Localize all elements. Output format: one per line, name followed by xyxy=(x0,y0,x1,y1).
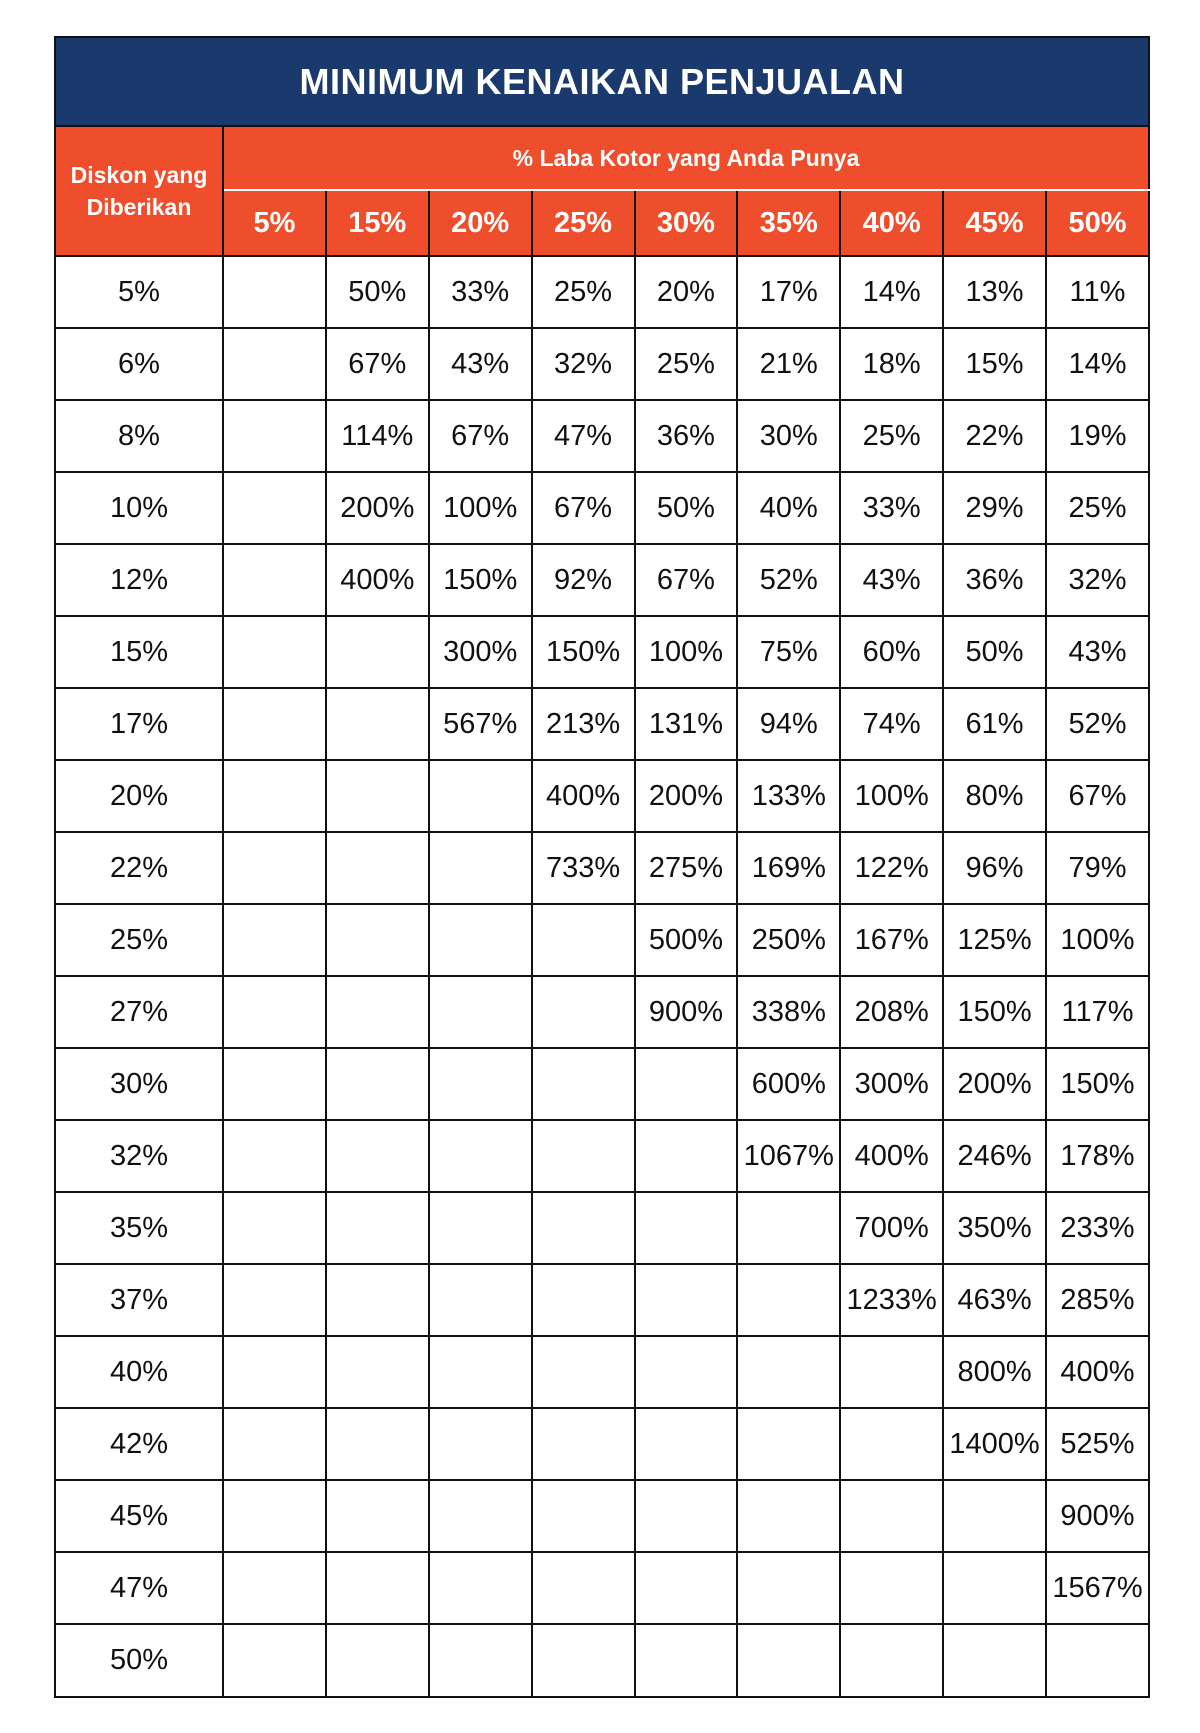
value-cell: 200% xyxy=(943,1048,1046,1120)
value-cell: 13% xyxy=(943,256,1046,328)
value-cell: 1233% xyxy=(840,1264,943,1336)
value-cell: 67% xyxy=(326,328,429,400)
value-cell: 75% xyxy=(737,616,840,688)
value-cell: 67% xyxy=(429,400,532,472)
value-cell xyxy=(737,1624,840,1697)
value-cell: 50% xyxy=(943,616,1046,688)
value-cell: 25% xyxy=(635,328,738,400)
value-cell: 600% xyxy=(737,1048,840,1120)
value-cell xyxy=(326,1552,429,1624)
table-row xyxy=(55,1264,1149,1336)
value-cell: 14% xyxy=(840,256,943,328)
value-cell xyxy=(223,1552,326,1624)
discount-cell: 30% xyxy=(55,1048,223,1120)
discount-cell: 40% xyxy=(55,1336,223,1408)
discount-cell: 5% xyxy=(55,256,223,328)
value-cell xyxy=(326,688,429,760)
value-cell: 32% xyxy=(1046,544,1149,616)
value-cell xyxy=(943,1480,1046,1552)
value-cell: 169% xyxy=(737,832,840,904)
value-cell: 36% xyxy=(943,544,1046,616)
value-cell: 246% xyxy=(943,1120,1046,1192)
value-cell xyxy=(223,1480,326,1552)
value-cell xyxy=(223,1336,326,1408)
value-cell: 96% xyxy=(943,832,1046,904)
header-row-group xyxy=(55,126,1149,190)
value-cell: 79% xyxy=(1046,832,1149,904)
table-row xyxy=(55,400,1149,472)
value-cell xyxy=(840,1408,943,1480)
table-header xyxy=(55,126,1149,256)
value-cell: 60% xyxy=(840,616,943,688)
margin-column-header: 35% xyxy=(737,190,840,256)
discount-cell: 42% xyxy=(55,1408,223,1480)
discount-cell: 25% xyxy=(55,904,223,976)
value-cell xyxy=(429,1480,532,1552)
discount-cell: 22% xyxy=(55,832,223,904)
value-cell: 131% xyxy=(635,688,738,760)
value-cell xyxy=(635,1120,738,1192)
value-cell xyxy=(532,1624,635,1697)
discount-cell: 27% xyxy=(55,976,223,1048)
value-cell: 100% xyxy=(429,472,532,544)
value-cell: 80% xyxy=(943,760,1046,832)
value-cell xyxy=(223,400,326,472)
margin-column-header: 20% xyxy=(429,190,532,256)
value-cell: 733% xyxy=(532,832,635,904)
value-cell: 400% xyxy=(326,544,429,616)
value-cell: 125% xyxy=(943,904,1046,976)
value-cell: 43% xyxy=(429,328,532,400)
value-cell: 67% xyxy=(1046,760,1149,832)
value-cell: 52% xyxy=(737,544,840,616)
gross-margin-group-header: % Laba Kotor yang Anda Punya xyxy=(223,126,1149,190)
value-cell: 15% xyxy=(943,328,1046,400)
value-cell xyxy=(532,1192,635,1264)
value-cell xyxy=(840,1336,943,1408)
discount-column-header: Diskon yang Diberikan xyxy=(55,126,223,256)
value-cell: 500% xyxy=(635,904,738,976)
value-cell: 900% xyxy=(635,976,738,1048)
discount-cell: 12% xyxy=(55,544,223,616)
value-cell xyxy=(326,1336,429,1408)
value-cell: 1067% xyxy=(737,1120,840,1192)
value-cell: 350% xyxy=(943,1192,1046,1264)
value-cell xyxy=(532,904,635,976)
value-cell: 21% xyxy=(737,328,840,400)
value-cell xyxy=(532,1552,635,1624)
value-cell xyxy=(326,904,429,976)
value-cell: 213% xyxy=(532,688,635,760)
value-cell: 20% xyxy=(635,256,738,328)
value-cell xyxy=(326,1624,429,1697)
value-cell xyxy=(223,1192,326,1264)
value-cell: 50% xyxy=(635,472,738,544)
title-bar xyxy=(54,36,1150,125)
value-cell xyxy=(737,1408,840,1480)
value-cell xyxy=(737,1192,840,1264)
value-cell: 463% xyxy=(943,1264,1046,1336)
value-cell: 19% xyxy=(1046,400,1149,472)
value-cell xyxy=(840,1480,943,1552)
value-cell xyxy=(223,616,326,688)
table-row xyxy=(55,904,1149,976)
value-cell: 300% xyxy=(840,1048,943,1120)
value-cell xyxy=(943,1552,1046,1624)
table-row xyxy=(55,616,1149,688)
value-cell xyxy=(326,1048,429,1120)
value-cell xyxy=(429,1552,532,1624)
value-cell xyxy=(326,760,429,832)
value-cell: 150% xyxy=(532,616,635,688)
value-cell xyxy=(223,760,326,832)
table-row xyxy=(55,760,1149,832)
value-cell: 567% xyxy=(429,688,532,760)
table-row xyxy=(55,256,1149,328)
margin-column-header: 5% xyxy=(223,190,326,256)
table-row xyxy=(55,1624,1149,1697)
value-cell: 30% xyxy=(737,400,840,472)
value-cell: 92% xyxy=(532,544,635,616)
discount-cell: 10% xyxy=(55,472,223,544)
value-cell xyxy=(223,688,326,760)
value-cell xyxy=(223,472,326,544)
value-cell xyxy=(635,1336,738,1408)
value-cell: 50% xyxy=(326,256,429,328)
value-cell xyxy=(635,1408,738,1480)
value-cell xyxy=(532,1048,635,1120)
value-cell xyxy=(326,976,429,1048)
value-cell: 117% xyxy=(1046,976,1149,1048)
value-cell: 52% xyxy=(1046,688,1149,760)
value-cell xyxy=(943,1624,1046,1697)
value-cell: 1400% xyxy=(943,1408,1046,1480)
value-cell xyxy=(635,1264,738,1336)
table-row xyxy=(55,472,1149,544)
value-cell: 36% xyxy=(635,400,738,472)
value-cell: 29% xyxy=(943,472,1046,544)
value-cell: 14% xyxy=(1046,328,1149,400)
value-cell xyxy=(429,1120,532,1192)
value-cell xyxy=(532,1264,635,1336)
value-cell: 233% xyxy=(1046,1192,1149,1264)
value-cell: 525% xyxy=(1046,1408,1149,1480)
value-cell: 33% xyxy=(840,472,943,544)
value-cell xyxy=(532,1120,635,1192)
value-cell: 25% xyxy=(1046,472,1149,544)
table-row xyxy=(55,688,1149,760)
discount-cell: 32% xyxy=(55,1120,223,1192)
value-cell xyxy=(635,1480,738,1552)
value-cell: 800% xyxy=(943,1336,1046,1408)
value-cell xyxy=(737,1264,840,1336)
value-cell xyxy=(223,328,326,400)
value-cell xyxy=(532,1408,635,1480)
value-cell xyxy=(429,1408,532,1480)
table-row xyxy=(55,1480,1149,1552)
discount-cell: 47% xyxy=(55,1552,223,1624)
value-cell: 100% xyxy=(635,616,738,688)
table-row xyxy=(55,544,1149,616)
value-cell: 122% xyxy=(840,832,943,904)
table-row xyxy=(55,1048,1149,1120)
value-cell: 300% xyxy=(429,616,532,688)
value-cell: 275% xyxy=(635,832,738,904)
value-cell: 67% xyxy=(635,544,738,616)
value-cell: 74% xyxy=(840,688,943,760)
value-cell: 150% xyxy=(943,976,1046,1048)
margin-column-header: 50% xyxy=(1046,190,1149,256)
value-cell xyxy=(223,256,326,328)
value-cell xyxy=(326,616,429,688)
value-cell: 94% xyxy=(737,688,840,760)
value-cell xyxy=(326,1408,429,1480)
table-row xyxy=(55,976,1149,1048)
value-cell xyxy=(223,544,326,616)
value-cell: 700% xyxy=(840,1192,943,1264)
table-frame xyxy=(54,36,1150,1698)
value-cell: 178% xyxy=(1046,1120,1149,1192)
value-cell xyxy=(326,1120,429,1192)
value-cell xyxy=(1046,1624,1149,1697)
table-row xyxy=(55,1336,1149,1408)
value-cell: 250% xyxy=(737,904,840,976)
value-cell xyxy=(429,1336,532,1408)
value-cell: 25% xyxy=(532,256,635,328)
value-cell xyxy=(737,1336,840,1408)
value-cell xyxy=(223,832,326,904)
discount-cell: 45% xyxy=(55,1480,223,1552)
table-row xyxy=(55,832,1149,904)
value-cell xyxy=(223,1120,326,1192)
value-cell: 400% xyxy=(532,760,635,832)
value-cell: 150% xyxy=(1046,1048,1149,1120)
value-cell: 61% xyxy=(943,688,1046,760)
value-cell: 25% xyxy=(840,400,943,472)
table-row xyxy=(55,1192,1149,1264)
discount-cell: 50% xyxy=(55,1624,223,1697)
margin-column-header: 40% xyxy=(840,190,943,256)
value-cell: 17% xyxy=(737,256,840,328)
value-cell: 200% xyxy=(326,472,429,544)
value-cell: 47% xyxy=(532,400,635,472)
sales-increase-table xyxy=(54,125,1150,1698)
value-cell xyxy=(635,1192,738,1264)
table-row xyxy=(55,1552,1149,1624)
value-cell xyxy=(223,1408,326,1480)
value-cell xyxy=(737,1480,840,1552)
value-cell: 400% xyxy=(1046,1336,1149,1408)
discount-cell: 6% xyxy=(55,328,223,400)
discount-cell: 35% xyxy=(55,1192,223,1264)
value-cell: 100% xyxy=(1046,904,1149,976)
value-cell: 18% xyxy=(840,328,943,400)
value-cell: 100% xyxy=(840,760,943,832)
value-cell: 114% xyxy=(326,400,429,472)
value-cell: 43% xyxy=(840,544,943,616)
value-cell: 133% xyxy=(737,760,840,832)
value-cell: 338% xyxy=(737,976,840,1048)
value-cell: 33% xyxy=(429,256,532,328)
value-cell xyxy=(635,1048,738,1120)
value-cell xyxy=(532,1336,635,1408)
value-cell xyxy=(223,904,326,976)
table-row xyxy=(55,328,1149,400)
value-cell: 22% xyxy=(943,400,1046,472)
value-cell xyxy=(326,1480,429,1552)
value-cell: 32% xyxy=(532,328,635,400)
discount-cell: 37% xyxy=(55,1264,223,1336)
table-body xyxy=(55,256,1149,1697)
value-cell xyxy=(532,976,635,1048)
value-cell: 43% xyxy=(1046,616,1149,688)
value-cell xyxy=(223,1264,326,1336)
value-cell xyxy=(737,1552,840,1624)
table-row xyxy=(55,1408,1149,1480)
margin-column-header: 25% xyxy=(532,190,635,256)
value-cell xyxy=(635,1552,738,1624)
value-cell: 1567% xyxy=(1046,1552,1149,1624)
value-cell xyxy=(223,1048,326,1120)
value-cell xyxy=(223,976,326,1048)
value-cell xyxy=(429,904,532,976)
margin-column-header: 30% xyxy=(635,190,738,256)
value-cell: 11% xyxy=(1046,256,1149,328)
value-cell: 200% xyxy=(635,760,738,832)
value-cell xyxy=(223,1624,326,1697)
value-cell xyxy=(532,1480,635,1552)
value-cell xyxy=(429,760,532,832)
value-cell: 150% xyxy=(429,544,532,616)
table-row xyxy=(55,1120,1149,1192)
value-cell xyxy=(840,1624,943,1697)
value-cell xyxy=(326,1192,429,1264)
value-cell xyxy=(326,1264,429,1336)
value-cell: 400% xyxy=(840,1120,943,1192)
value-cell xyxy=(635,1624,738,1697)
discount-cell: 15% xyxy=(55,616,223,688)
value-cell xyxy=(840,1552,943,1624)
value-cell xyxy=(429,1264,532,1336)
value-cell: 208% xyxy=(840,976,943,1048)
discount-cell: 8% xyxy=(55,400,223,472)
margin-column-header: 45% xyxy=(943,190,1046,256)
value-cell xyxy=(429,976,532,1048)
value-cell xyxy=(429,1192,532,1264)
discount-cell: 17% xyxy=(55,688,223,760)
value-cell xyxy=(429,1624,532,1697)
value-cell: 900% xyxy=(1046,1480,1149,1552)
value-cell xyxy=(326,832,429,904)
page-title: MINIMUM KENAIKAN PENJUALAN xyxy=(299,60,905,102)
value-cell: 67% xyxy=(532,472,635,544)
discount-cell: 20% xyxy=(55,760,223,832)
value-cell: 285% xyxy=(1046,1264,1149,1336)
margin-column-header: 15% xyxy=(326,190,429,256)
value-cell xyxy=(429,1048,532,1120)
value-cell xyxy=(429,832,532,904)
value-cell: 167% xyxy=(840,904,943,976)
value-cell: 40% xyxy=(737,472,840,544)
